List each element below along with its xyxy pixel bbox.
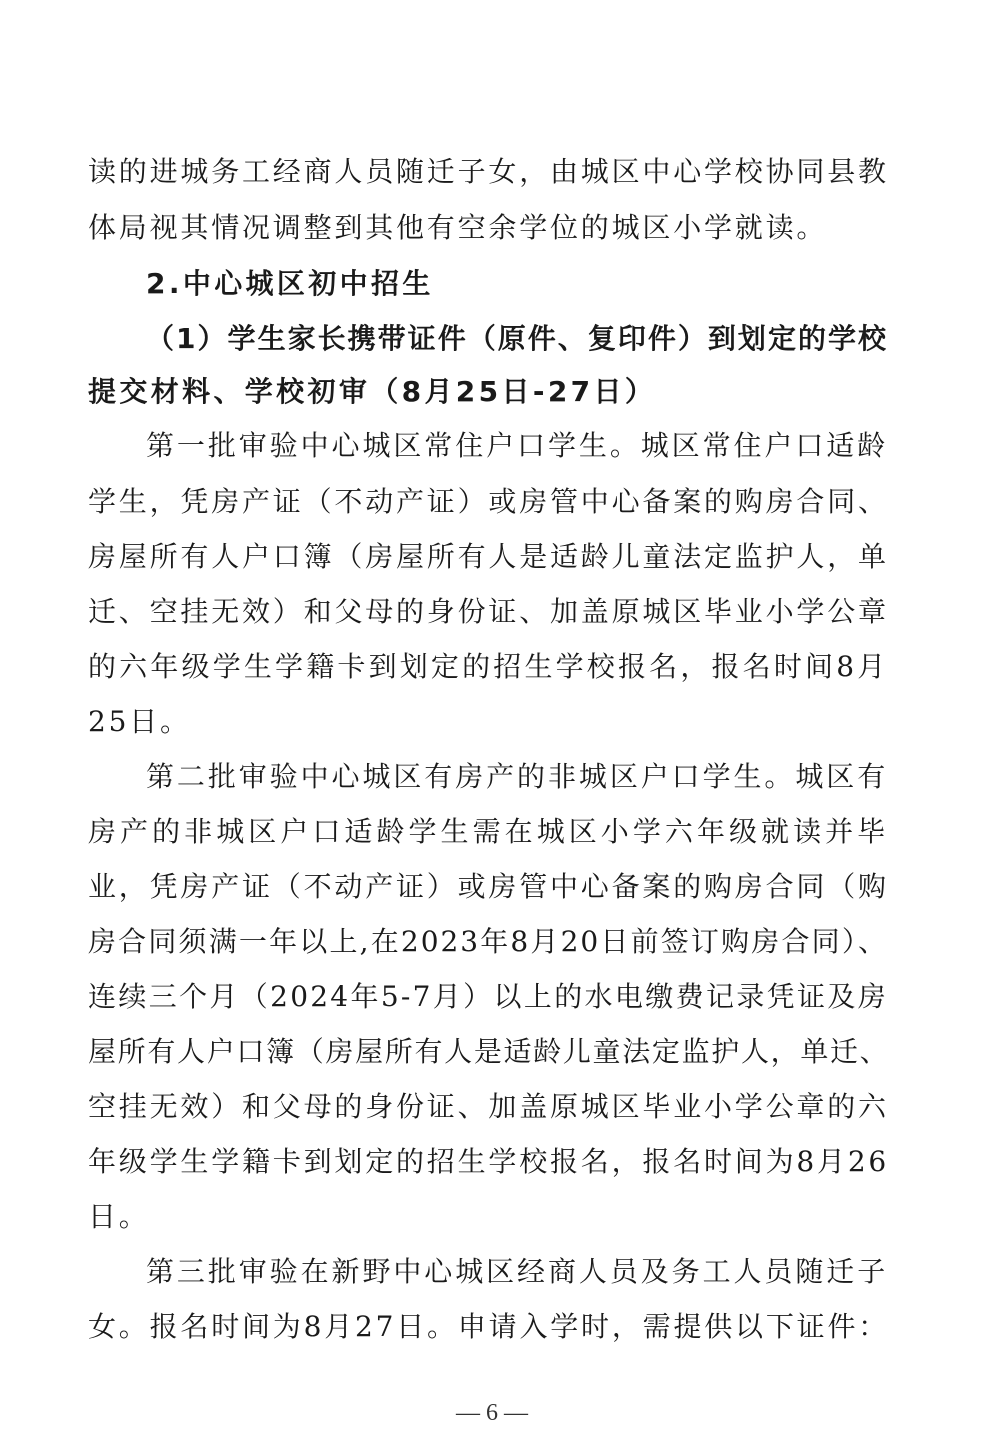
paragraph-second-batch: 第二批审验中心城区有房产的非城区户口学生。城区有 xyxy=(146,760,888,793)
body-text-line: 屋所有人户口簿（房屋所有人是适龄儿童法定监护人，单迁、 xyxy=(88,1035,890,1068)
body-text-line: 业，凭房产证（不动产证）或房管中心备案的购房合同（购 xyxy=(88,870,889,903)
paragraph-third-batch: 第三批审验在新野中心城区经商人员及务工人员随迁子 xyxy=(146,1255,888,1288)
body-text-line: 女。报名时间为8月27日。申请入学时，需提供以下证件： xyxy=(88,1310,890,1343)
body-text-line: 房合同须满一年以上,在2023年8月20日前签订购房合同）、 xyxy=(88,925,888,958)
body-text-line: 连续三个月（2024年5-7月）以上的水电缴费记录凭证及房 xyxy=(88,980,888,1013)
subsection-heading-cont: 提交材料、学校初审（8月25日-27日） xyxy=(88,375,657,408)
body-text-line: 日。 xyxy=(88,1200,150,1233)
body-text-line: 空挂无效）和父母的身份证、加盖原城区毕业小学公章的六 xyxy=(88,1090,889,1123)
body-text-line: 学生，凭房产证（不动产证）或房管中心备案的购房合同、 xyxy=(88,485,889,518)
body-text-line: 迁、空挂无效）和父母的身份证、加盖原城区毕业小学公章 xyxy=(88,595,889,628)
body-text-line: 年级学生学籍卡到划定的招生学校报名，报名时间为8月26 xyxy=(88,1145,890,1178)
paragraph-first-batch: 第一批审验中心城区常住户口学生。城区常住户口适龄 xyxy=(146,429,888,462)
body-text-line: 读的进城务工经商人员随迁子女，由城区中心学校协同县教 xyxy=(88,155,889,188)
body-text-line: 25日。 xyxy=(88,705,191,738)
body-text-line: 房屋所有人户口簿（房屋所有人是适龄儿童法定监护人，单 xyxy=(88,540,889,573)
body-text-line: 体局视其情况调整到其他有空余学位的城区小学就读。 xyxy=(88,211,828,244)
body-text-line: 房产的非城区户口适龄学生需在城区小学六年级就读并毕 xyxy=(88,815,888,848)
body-text-line: 的六年级学生学籍卡到划定的招生学校报名，报名时间8月 xyxy=(88,650,888,683)
section-heading: 2.中心城区初中招生 xyxy=(146,267,434,300)
page-number: — 6 — xyxy=(456,1400,528,1426)
subsection-heading: （1）学生家长携带证件（原件、复印件）到划定的学校 xyxy=(146,322,888,355)
